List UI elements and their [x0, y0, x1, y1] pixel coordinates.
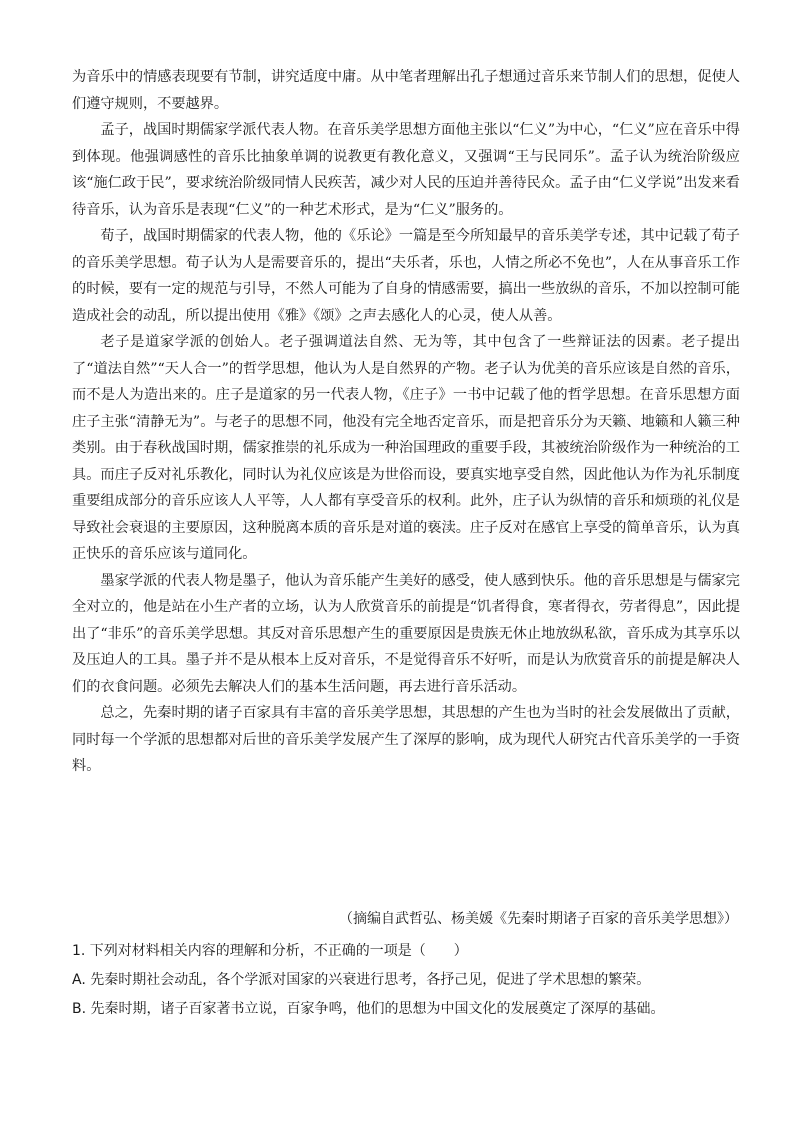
paragraph-mencius: 孟子，战国时期儒家学派代表人物。在音乐美学思想方面他主张以“仁义”为中心，“仁义”应在音乐中得到体现。他强调感性的音乐比抽象单调的说教更有教化意义，又强调“王与民同乐”。孟子认为统治阶级应该“施仁政于民”，要求统治阶级同情人民疾苦，减少对人民的压迫并善待民众。孟子由“仁义学说”出发来看待音乐，认为音乐是表现“仁义”的一种艺术形式，是为“仁义”服务的。 [72, 122, 740, 218]
article-body [72, 64, 740, 780]
paragraph-conclusion: 总之，先秦时期的诸子百家具有丰富的音乐美学思想，其思想的产生也为当时的社会发展做出了贡献，同时每一个学派的思想都对后世的音乐美学发展产生了深厚的影响，成为现代人研究古代音乐美学的一手资料。 [72, 705, 740, 774]
paragraph-mozi: 墨家学派的代表人物是墨子，他认为音乐能产生美好的感受，使人感到快乐。他的音乐思想是与儒家完全对立的，他是站在小生产者的立场，认为人欣赏音乐的前提是“饥者得食，寒者得衣，劳者得息”，因此提出了“非乐”的音乐美学思想。其反对音乐思想产生的重要原因是贵族无休止地放纵私欲，音乐成为其享乐以及压迫人的工具。墨子并不是从根本上反对音乐，不是觉得音乐不好听，而是认为欣赏音乐的前提是解决人们的衣食问题。必须先去解决人们的基本生活问题，再去进行音乐活动。 [72, 572, 740, 695]
source-citation: （摘编自武哲弘、杨美媛《先秦时期诸子百家的音乐美学思想》） [339, 911, 738, 927]
paragraph-confucius-ending: 为音乐中的情感表现要有节制，讲究适度中庸。从中笔者理解出孔子想通过音乐来节制人们的思想，促使人们遵守规则，不要越界。 [72, 69, 740, 112]
paragraph-xunzi: 荀子，战国时期儒家的代表人物，他的《乐论》一篇是至今所知最早的音乐美学专述，其中记载了荀子的音乐美学思想。荀子认为人是需要音乐的，提出“夫乐者，乐也，人情之所必不免也”，人在从事音乐工作的时候，要有一定的规范与引导，不然人可能为了自身的情感需要，搞出一些放纵的音乐，不加以控制可能造成社会的动乱，所以提出使用《雅》《颂》之声去感化人的心灵，使人从善。 [72, 228, 740, 324]
question-block [72, 937, 752, 1024]
option-b[interactable]: B. 先秦时期，诸子百家著书立说，百家争鸣，他们的思想为中国文化的发展奠定了深厚的基础。 [72, 1001, 665, 1017]
question-stem: 1. 下列对材料相关内容的理解和分析，不正确的一项是（ ） [72, 943, 468, 959]
option-a[interactable]: A. 先秦时期社会动乱，各个学派对国家的兴衰进行思考，各抒己见，促进了学术思想的繁荣。 [72, 972, 651, 988]
paragraph-laozi-zhuangzi: 老子是道家学派的创始人。老子强调道法自然、无为等，其中包含了一些辩证法的因素。老子提出了“道法自然”“天人合一”的哲学思想，他认为人是自然界的产物。老子认为优美的音乐应该是自然的音乐，而不是人为造出来的。庄子是道家的另一代表人物，《庄子》一书中记载了他的哲学思想。在音乐思想方面庄子主张“清静无为”。与老子的思想不同，他没有完全地否定音乐，而是把音乐分为天籁、地籁和人籁三种类别。由于春秋战国时期，儒家推崇的礼乐成为一种治国理政的重要手段，其被统治阶级作为一种统治的工具。而庄子反对礼乐教化，同时认为礼仪应该是为世俗而设，要真实地享受自然，因此他认为作为礼乐制度重要组成部分的音乐应该人人平等，人人都有享受音乐的权利。此外，庄子认为纵情的音乐和烦琐的礼仪是导致社会衰退的主要原因，这种脱离本质的音乐是对道的亵渎。庄子反对在感官上享受的简单音乐，认为真正快乐的音乐应该与道同化。 [72, 334, 740, 562]
